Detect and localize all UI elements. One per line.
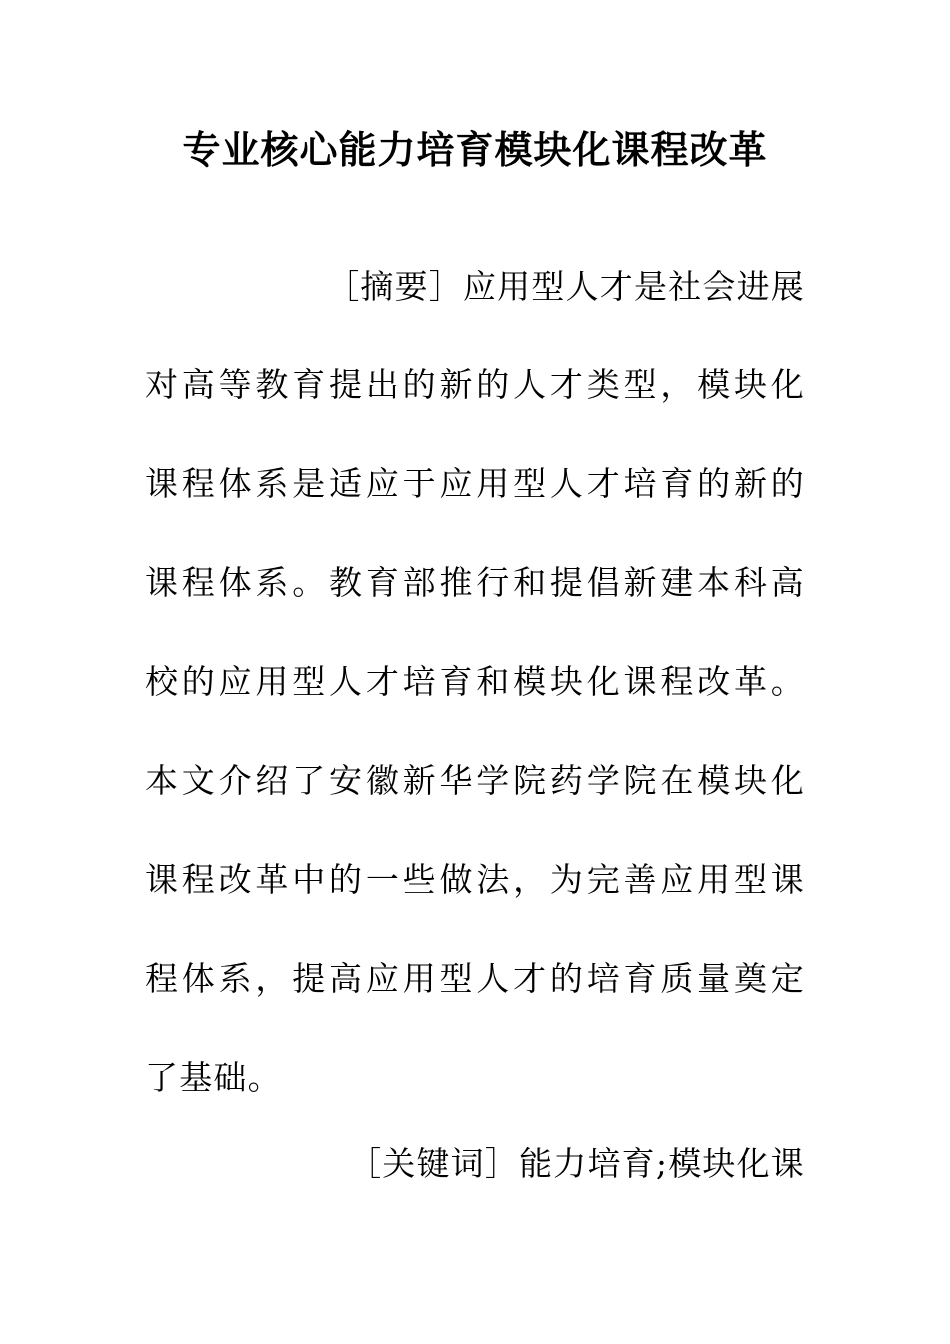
abstract-line: 课程改革中的一些做法，为完善应用型课 <box>145 860 805 899</box>
abstract-line: 了基础。 <box>145 1058 282 1097</box>
abstract-line: 课程体系是适应于应用型人才培育的新的 <box>145 464 805 503</box>
keywords-line: ［关键词］能力培育;模块化课 <box>348 1144 805 1183</box>
abstract-line: 校的应用型人才培育和模块化课程改革。 <box>145 662 805 701</box>
abstract-line: 对高等教育提出的新的人才类型，模块化 <box>145 365 805 404</box>
abstract-line: 本文介绍了安徽新华学院药学院在模块化 <box>145 761 805 800</box>
abstract-line: 程体系，提高应用型人才的培育质量奠定 <box>145 959 805 998</box>
abstract-line: 课程体系。教育部推行和提倡新建本科高 <box>145 563 805 602</box>
abstract-line: ［摘要］应用型人才是社会进展 <box>326 267 805 306</box>
page-title: 专业核心能力培育模块化课程改革 <box>182 127 768 172</box>
